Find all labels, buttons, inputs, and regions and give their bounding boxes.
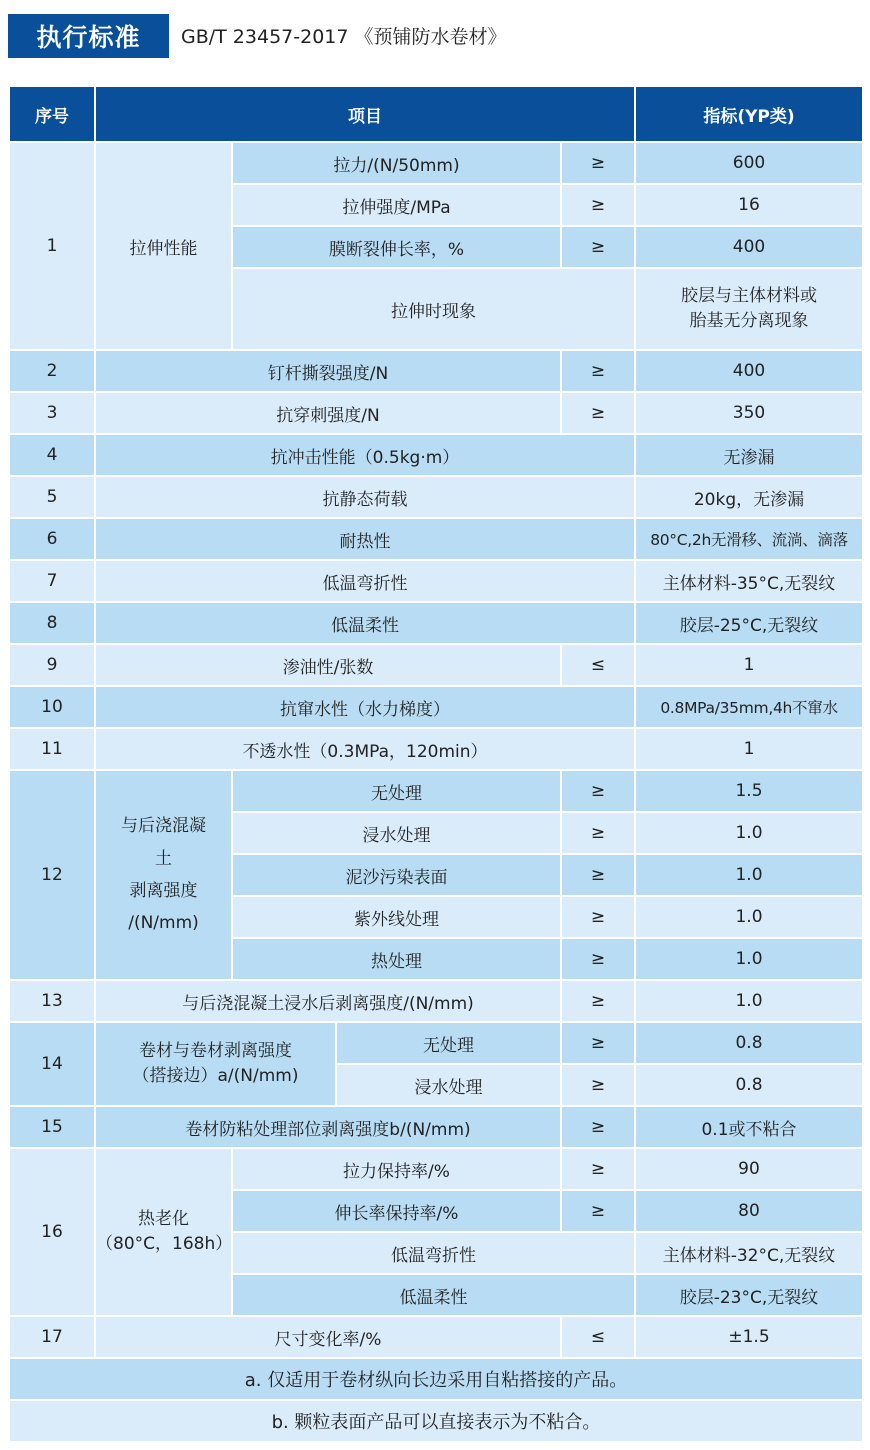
row-value: 主体材料-35°C,无裂纹 bbox=[635, 560, 863, 602]
row-value: 1.0 bbox=[635, 854, 863, 896]
comparison-symbol: ≥ bbox=[561, 938, 635, 980]
comparison-symbol: ≥ bbox=[561, 1190, 635, 1232]
comparison-symbol: ≤ bbox=[561, 1316, 635, 1358]
row-item: 抗窜水性（水力梯度） bbox=[95, 686, 635, 728]
row-no: 3 bbox=[9, 392, 95, 434]
row-item: 抗静态荷载 bbox=[95, 476, 635, 518]
table-row bbox=[9, 1022, 863, 1064]
row-item: 耐热性 bbox=[95, 518, 635, 560]
row-item: 热处理 bbox=[232, 938, 561, 980]
comparison-symbol: ≥ bbox=[561, 1064, 635, 1106]
row-value: 400 bbox=[635, 226, 863, 268]
row-no: 5 bbox=[9, 476, 95, 518]
row-value: 主体材料-32°C,无裂纹 bbox=[635, 1232, 863, 1274]
row-item: 渗油性/张数 bbox=[95, 644, 561, 686]
table-row bbox=[9, 392, 863, 434]
standard-badge: 执行标准 bbox=[8, 14, 169, 58]
row-no: 12 bbox=[9, 770, 95, 980]
table-row bbox=[9, 476, 863, 518]
footnote-b: b. 颗粒表面产品可以直接表示为不粘合。 bbox=[9, 1400, 863, 1442]
row-value: 0.8MPa/35mm,4h不窜水 bbox=[635, 686, 863, 728]
row-value: 600 bbox=[635, 142, 863, 184]
row-item: 低温弯折性 bbox=[232, 1232, 635, 1274]
row-value: 无渗漏 bbox=[635, 434, 863, 476]
comparison-symbol: ≥ bbox=[561, 896, 635, 938]
row-no: 7 bbox=[9, 560, 95, 602]
row-value: 0.8 bbox=[635, 1022, 863, 1064]
row-item: 拉力保持率/% bbox=[232, 1148, 561, 1190]
row-value: 80°C,2h无滑移、流淌、滴落 bbox=[635, 518, 863, 560]
row-value: 1.0 bbox=[635, 938, 863, 980]
row-no: 6 bbox=[9, 518, 95, 560]
spec-table bbox=[8, 85, 864, 1443]
comparison-symbol: ≥ bbox=[561, 770, 635, 812]
row-item: 低温柔性 bbox=[95, 602, 635, 644]
row-value: 1.0 bbox=[635, 812, 863, 854]
table-row bbox=[9, 602, 863, 644]
row-item: 拉伸时现象 bbox=[232, 268, 635, 350]
row-no: 14 bbox=[9, 1022, 95, 1106]
row-item: 拉力/(N/50mm) bbox=[232, 142, 561, 184]
row-no: 1 bbox=[9, 142, 95, 350]
comparison-symbol: ≥ bbox=[561, 1148, 635, 1190]
row-value: 1 bbox=[635, 644, 863, 686]
row-no: 17 bbox=[9, 1316, 95, 1358]
comparison-symbol: ≥ bbox=[561, 392, 635, 434]
comparison-symbol: ≥ bbox=[561, 226, 635, 268]
row-item: 钉杆撕裂强度/N bbox=[95, 350, 561, 392]
col-header-no: 序号 bbox=[9, 86, 95, 142]
row-value: ±1.5 bbox=[635, 1316, 863, 1358]
row-no: 2 bbox=[9, 350, 95, 392]
comparison-symbol: ≥ bbox=[561, 1106, 635, 1148]
row-item: 与后浇混凝土浸水后剥离强度/(N/mm) bbox=[95, 980, 561, 1022]
row-value: 胶层与主体材料或 胎基无分离现象 bbox=[635, 268, 863, 350]
row-item: 浸水处理 bbox=[336, 1064, 561, 1106]
row-no: 4 bbox=[9, 434, 95, 476]
row-no: 10 bbox=[9, 686, 95, 728]
row-value: 90 bbox=[635, 1148, 863, 1190]
table-row bbox=[9, 434, 863, 476]
row-item: 伸长率保持率/% bbox=[232, 1190, 561, 1232]
col-header-item: 项目 bbox=[95, 86, 635, 142]
table-row bbox=[9, 980, 863, 1022]
comparison-symbol: ≥ bbox=[561, 350, 635, 392]
row-item: 抗穿刺强度/N bbox=[95, 392, 561, 434]
row-item: 尺寸变化率/% bbox=[95, 1316, 561, 1358]
table-row bbox=[9, 644, 863, 686]
table-row bbox=[9, 1148, 863, 1190]
row-group: 热老化 （80°C，168h） bbox=[95, 1148, 232, 1316]
table-row bbox=[9, 728, 863, 770]
row-no: 15 bbox=[9, 1106, 95, 1148]
row-group: 与后浇混凝 土 剥离强度 /(N/mm) bbox=[95, 770, 232, 980]
row-no: 11 bbox=[9, 728, 95, 770]
row-value: 胶层-25°C,无裂纹 bbox=[635, 602, 863, 644]
comparison-symbol: ≥ bbox=[561, 142, 635, 184]
table-row bbox=[9, 350, 863, 392]
table-row bbox=[9, 686, 863, 728]
comparison-symbol: ≥ bbox=[561, 812, 635, 854]
row-no: 8 bbox=[9, 602, 95, 644]
comparison-symbol: ≥ bbox=[561, 854, 635, 896]
row-item: 低温柔性 bbox=[232, 1274, 635, 1316]
comparison-symbol: ≥ bbox=[561, 184, 635, 226]
row-value: 1.0 bbox=[635, 980, 863, 1022]
row-item: 浸水处理 bbox=[232, 812, 561, 854]
table-row bbox=[9, 1106, 863, 1148]
row-item: 拉伸强度/MPa bbox=[232, 184, 561, 226]
row-item: 无处理 bbox=[232, 770, 561, 812]
row-item: 泥沙污染表面 bbox=[232, 854, 561, 896]
comparison-symbol: ≥ bbox=[561, 980, 635, 1022]
table-row bbox=[9, 518, 863, 560]
row-item: 抗冲击性能（0.5kg·m） bbox=[95, 434, 635, 476]
table-row bbox=[9, 560, 863, 602]
row-value: 16 bbox=[635, 184, 863, 226]
table-row bbox=[9, 1316, 863, 1358]
note-row bbox=[9, 1358, 863, 1400]
row-value: 0.1或不粘合 bbox=[635, 1106, 863, 1148]
row-value: 胶层-23°C,无裂纹 bbox=[635, 1274, 863, 1316]
table-row bbox=[9, 770, 863, 812]
row-no: 13 bbox=[9, 980, 95, 1022]
page-header bbox=[0, 0, 870, 72]
col-header-index: 指标(YP类) bbox=[635, 86, 863, 142]
row-no: 16 bbox=[9, 1148, 95, 1316]
row-value: 400 bbox=[635, 350, 863, 392]
standard-title: GB/T 23457-2017 《预铺防水卷材》 bbox=[181, 26, 507, 48]
row-value: 0.8 bbox=[635, 1064, 863, 1106]
row-no: 9 bbox=[9, 644, 95, 686]
row-value: 1 bbox=[635, 728, 863, 770]
footnote-a: a. 仅适用于卷材纵向长边采用自粘搭接的产品。 bbox=[9, 1358, 863, 1400]
row-value: 80 bbox=[635, 1190, 863, 1232]
row-item: 卷材防粘处理部位剥离强度b/(N/mm) bbox=[95, 1106, 561, 1148]
comparison-symbol: ≤ bbox=[561, 644, 635, 686]
row-item: 不透水性（0.3MPa，120min） bbox=[95, 728, 635, 770]
row-value: 20kg，无渗漏 bbox=[635, 476, 863, 518]
table-header-row bbox=[9, 86, 863, 142]
note-row bbox=[9, 1400, 863, 1442]
row-value: 1.5 bbox=[635, 770, 863, 812]
row-item: 膜断裂伸长率，% bbox=[232, 226, 561, 268]
row-group: 卷材与卷材剥离强度 （搭接边）a/(N/mm) bbox=[95, 1022, 336, 1106]
row-item: 低温弯折性 bbox=[95, 560, 635, 602]
row-value: 1.0 bbox=[635, 896, 863, 938]
row-group: 拉伸性能 bbox=[95, 142, 232, 350]
row-item: 无处理 bbox=[336, 1022, 561, 1064]
row-item: 紫外线处理 bbox=[232, 896, 561, 938]
row-value: 350 bbox=[635, 392, 863, 434]
table-row bbox=[9, 142, 863, 184]
comparison-symbol: ≥ bbox=[561, 1022, 635, 1064]
